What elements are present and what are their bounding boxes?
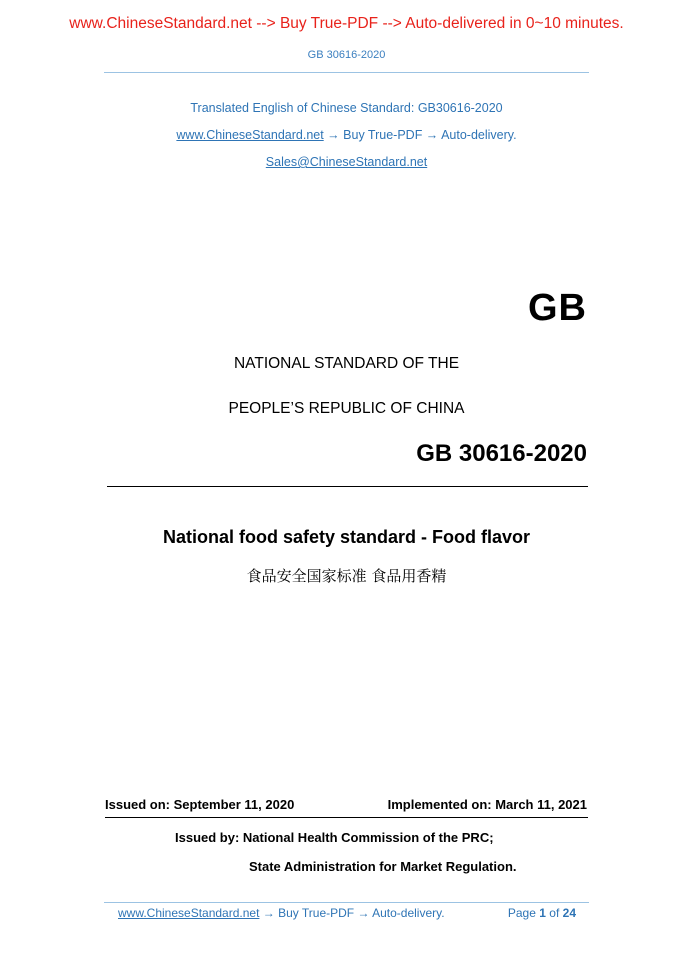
site-suffix: → Buy True-PDF → Auto-delivery. [323,128,517,142]
header-rule [104,72,589,73]
site-link[interactable]: www.ChineseStandard.net [176,128,324,142]
issued-by-line-1: Issued by: National Health Commission of the PRC; [175,830,494,845]
gb-logo: GB [528,287,587,329]
standard-number: GB 30616-2020 [416,440,587,467]
page-current: 1 [539,906,546,920]
translated-line: Translated English of Chinese Standard: GB30616-2020 [190,101,503,115]
footer-site-suffix: → Buy True-PDF → Auto-delivery. [259,906,445,920]
site-line [0,128,693,142]
footer-rule [104,902,589,903]
title-chinese: 食品安全国家标准 食品用香精 [246,567,447,585]
page-indicator [508,906,576,920]
footer-site-link[interactable]: www.ChineseStandard.net [118,906,260,920]
national-standard-line-2: PEOPLE’S REPUBLIC OF CHINA [228,400,465,417]
promo-banner[interactable]: www.ChineseStandard.net --> Buy True-PDF --> Auto-delivered in 0~10 minutes. [69,15,624,32]
sales-line [0,155,693,169]
national-standard-line-1: NATIONAL STANDARD OF THE [233,355,460,372]
page-of: of [549,906,560,920]
issued-by-line-2: State Administration for Market Regulation. [249,859,517,874]
page-total: 24 [562,906,576,920]
dates-rule [105,817,588,818]
issued-on-date: Issued on: September 11, 2020 [105,797,295,812]
running-header: GB 30616-2020 [307,49,386,61]
page-label: Page [507,906,536,920]
footer-site-line [118,906,445,920]
title-rule [107,486,588,487]
title-english: National food safety standard - Food flavor [162,527,531,547]
implemented-on-date: Implemented on: March 11, 2021 [387,797,587,812]
sales-email-link[interactable]: Sales@ChineseStandard.net [265,155,428,169]
